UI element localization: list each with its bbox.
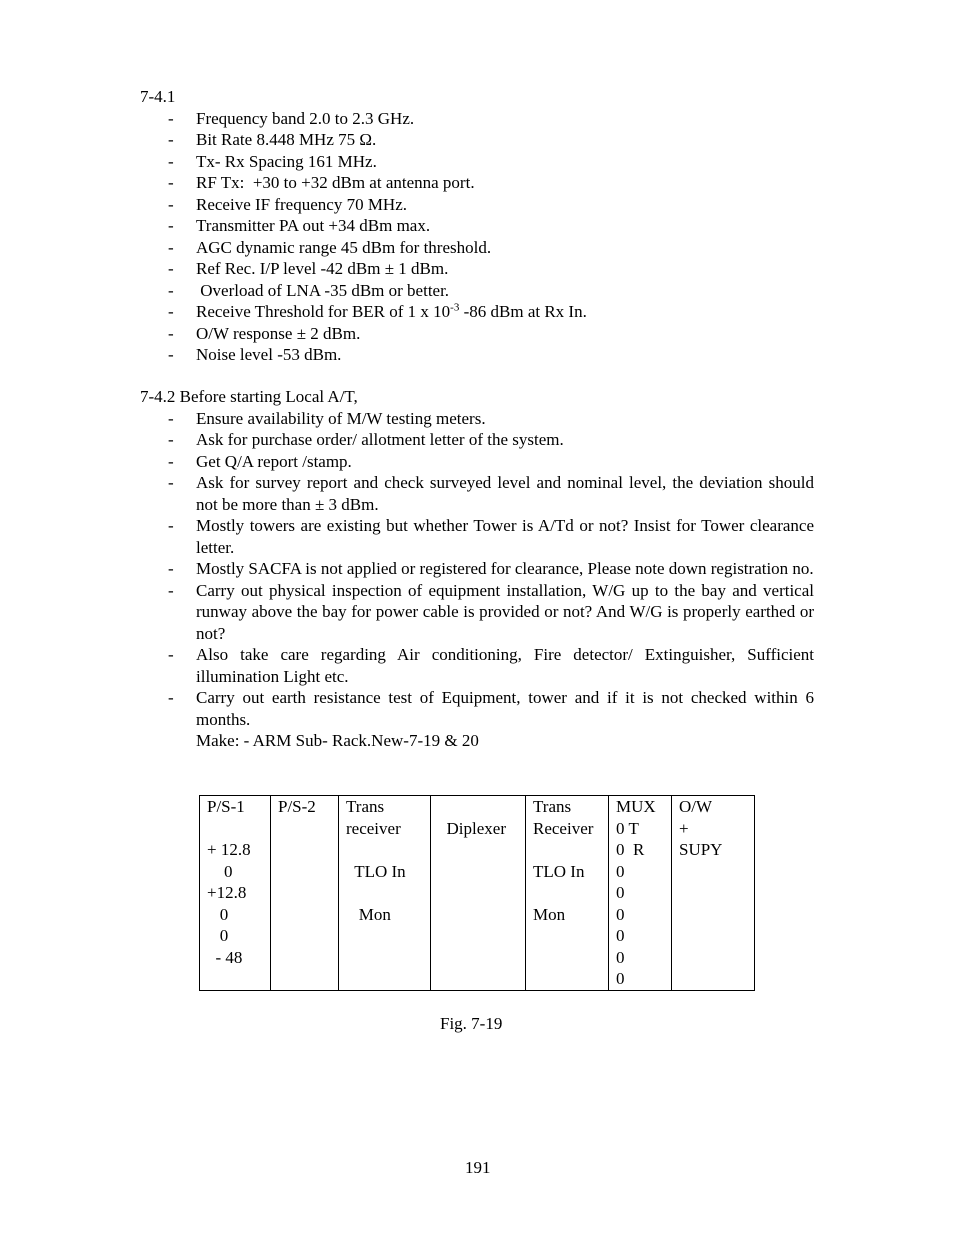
list-item: - Ask for survey report and check surveyed level and nominal level, the deviation should not be more than ± 3 dBm. [168, 473, 814, 514]
list-item: - Overload of LNA -35 dBm or better. [168, 280, 450, 300]
table-cell-mux: MUX 0 T 0 R 0 0 0 0 0 0 [609, 796, 672, 991]
list-item: - Transmitter PA out +34 dBm max. [168, 216, 431, 235]
table-row [200, 796, 755, 991]
list-item: - Noise level -53 dBm. [168, 345, 342, 364]
section-7-4-2 [140, 386, 814, 752]
list-item: - RF Tx: +30 to +32 dBm at antenna port. [168, 173, 475, 192]
table-cell-ps1: P/S-1 + 12.8 0 +12.8 0 0 - 48 [200, 796, 271, 991]
list-item: - Carry out earth resistance test of Equipment, tower and if it is not checked within 6 months. [168, 688, 814, 729]
list-item: - Receive IF frequency 70 MHz. [168, 194, 408, 214]
section-7-4-1 [140, 86, 814, 366]
list-item: - Receive Threshold for BER of 1 x $10^{-3}$ -86 dBm at Rx In. [168, 301, 587, 321]
list-item: - Bit Rate 8.448 MHz 75 Ω. [168, 130, 377, 149]
list-item: - Get Q/A report /stamp. [168, 451, 352, 471]
list-item: - Mostly towers are existing but whether Tower is A/Td or not? Insist for Tower clearance letter. [168, 516, 814, 557]
figure-caption: Fig. 7-19 [440, 1014, 503, 1033]
list-item: - Ref Rec. I/P level -42 dBm ± 1 dBm. [168, 259, 449, 278]
list-item: - Mostly SACFA is not applied or registered for clearance, Please note down registration no. [168, 559, 814, 578]
list-item: - Frequency band 2.0 to 2.3 GHz. [168, 108, 415, 128]
exponent: -3 [450, 301, 460, 314]
make-line: Make: - ARM Sub- Rack.New-7-19 & 20 [196, 731, 479, 750]
rack-layout-table [199, 795, 755, 991]
list-item: - Ask for purchase order/ allotment letter of the system. [168, 430, 564, 449]
table-cell-ow-supy: O/W + SUPY [672, 796, 755, 991]
list-item: - O/W response ± 2 dBm. [168, 323, 361, 343]
table-cell-diplexer: Diplexer [431, 796, 526, 991]
page-number: 191 [465, 1158, 491, 1177]
table-cell-ps2: P/S-2 [271, 796, 339, 991]
list-item: - AGC dynamic range 45 dBm for threshold. [168, 237, 492, 257]
section-heading: 7-4.1 [140, 87, 176, 106]
spec-list [140, 108, 814, 366]
section-heading: 7-4.2 Before starting Local A/T, [140, 387, 358, 406]
list-item: - Carry out physical inspection of equipment installation, W/G up to the bay and vertical runway above the bay for power cable is provided or not? And W/G is properly earthed or not? [168, 580, 814, 643]
checklist [140, 408, 814, 731]
table-cell-transceiver-1: Trans receiver TLO In Mon [339, 796, 431, 991]
list-item: - Tx- Rx Spacing 161 MHz. [168, 151, 377, 171]
list-item: - Also take care regarding Air conditioning, Fire detector/ Extinguisher, Sufficient illumination Light etc. [168, 645, 814, 686]
table-cell-transceiver-2: Trans Receiver TLO In Mon [526, 796, 609, 991]
list-item: - Ensure availability of M/W testing meters. [168, 408, 486, 428]
